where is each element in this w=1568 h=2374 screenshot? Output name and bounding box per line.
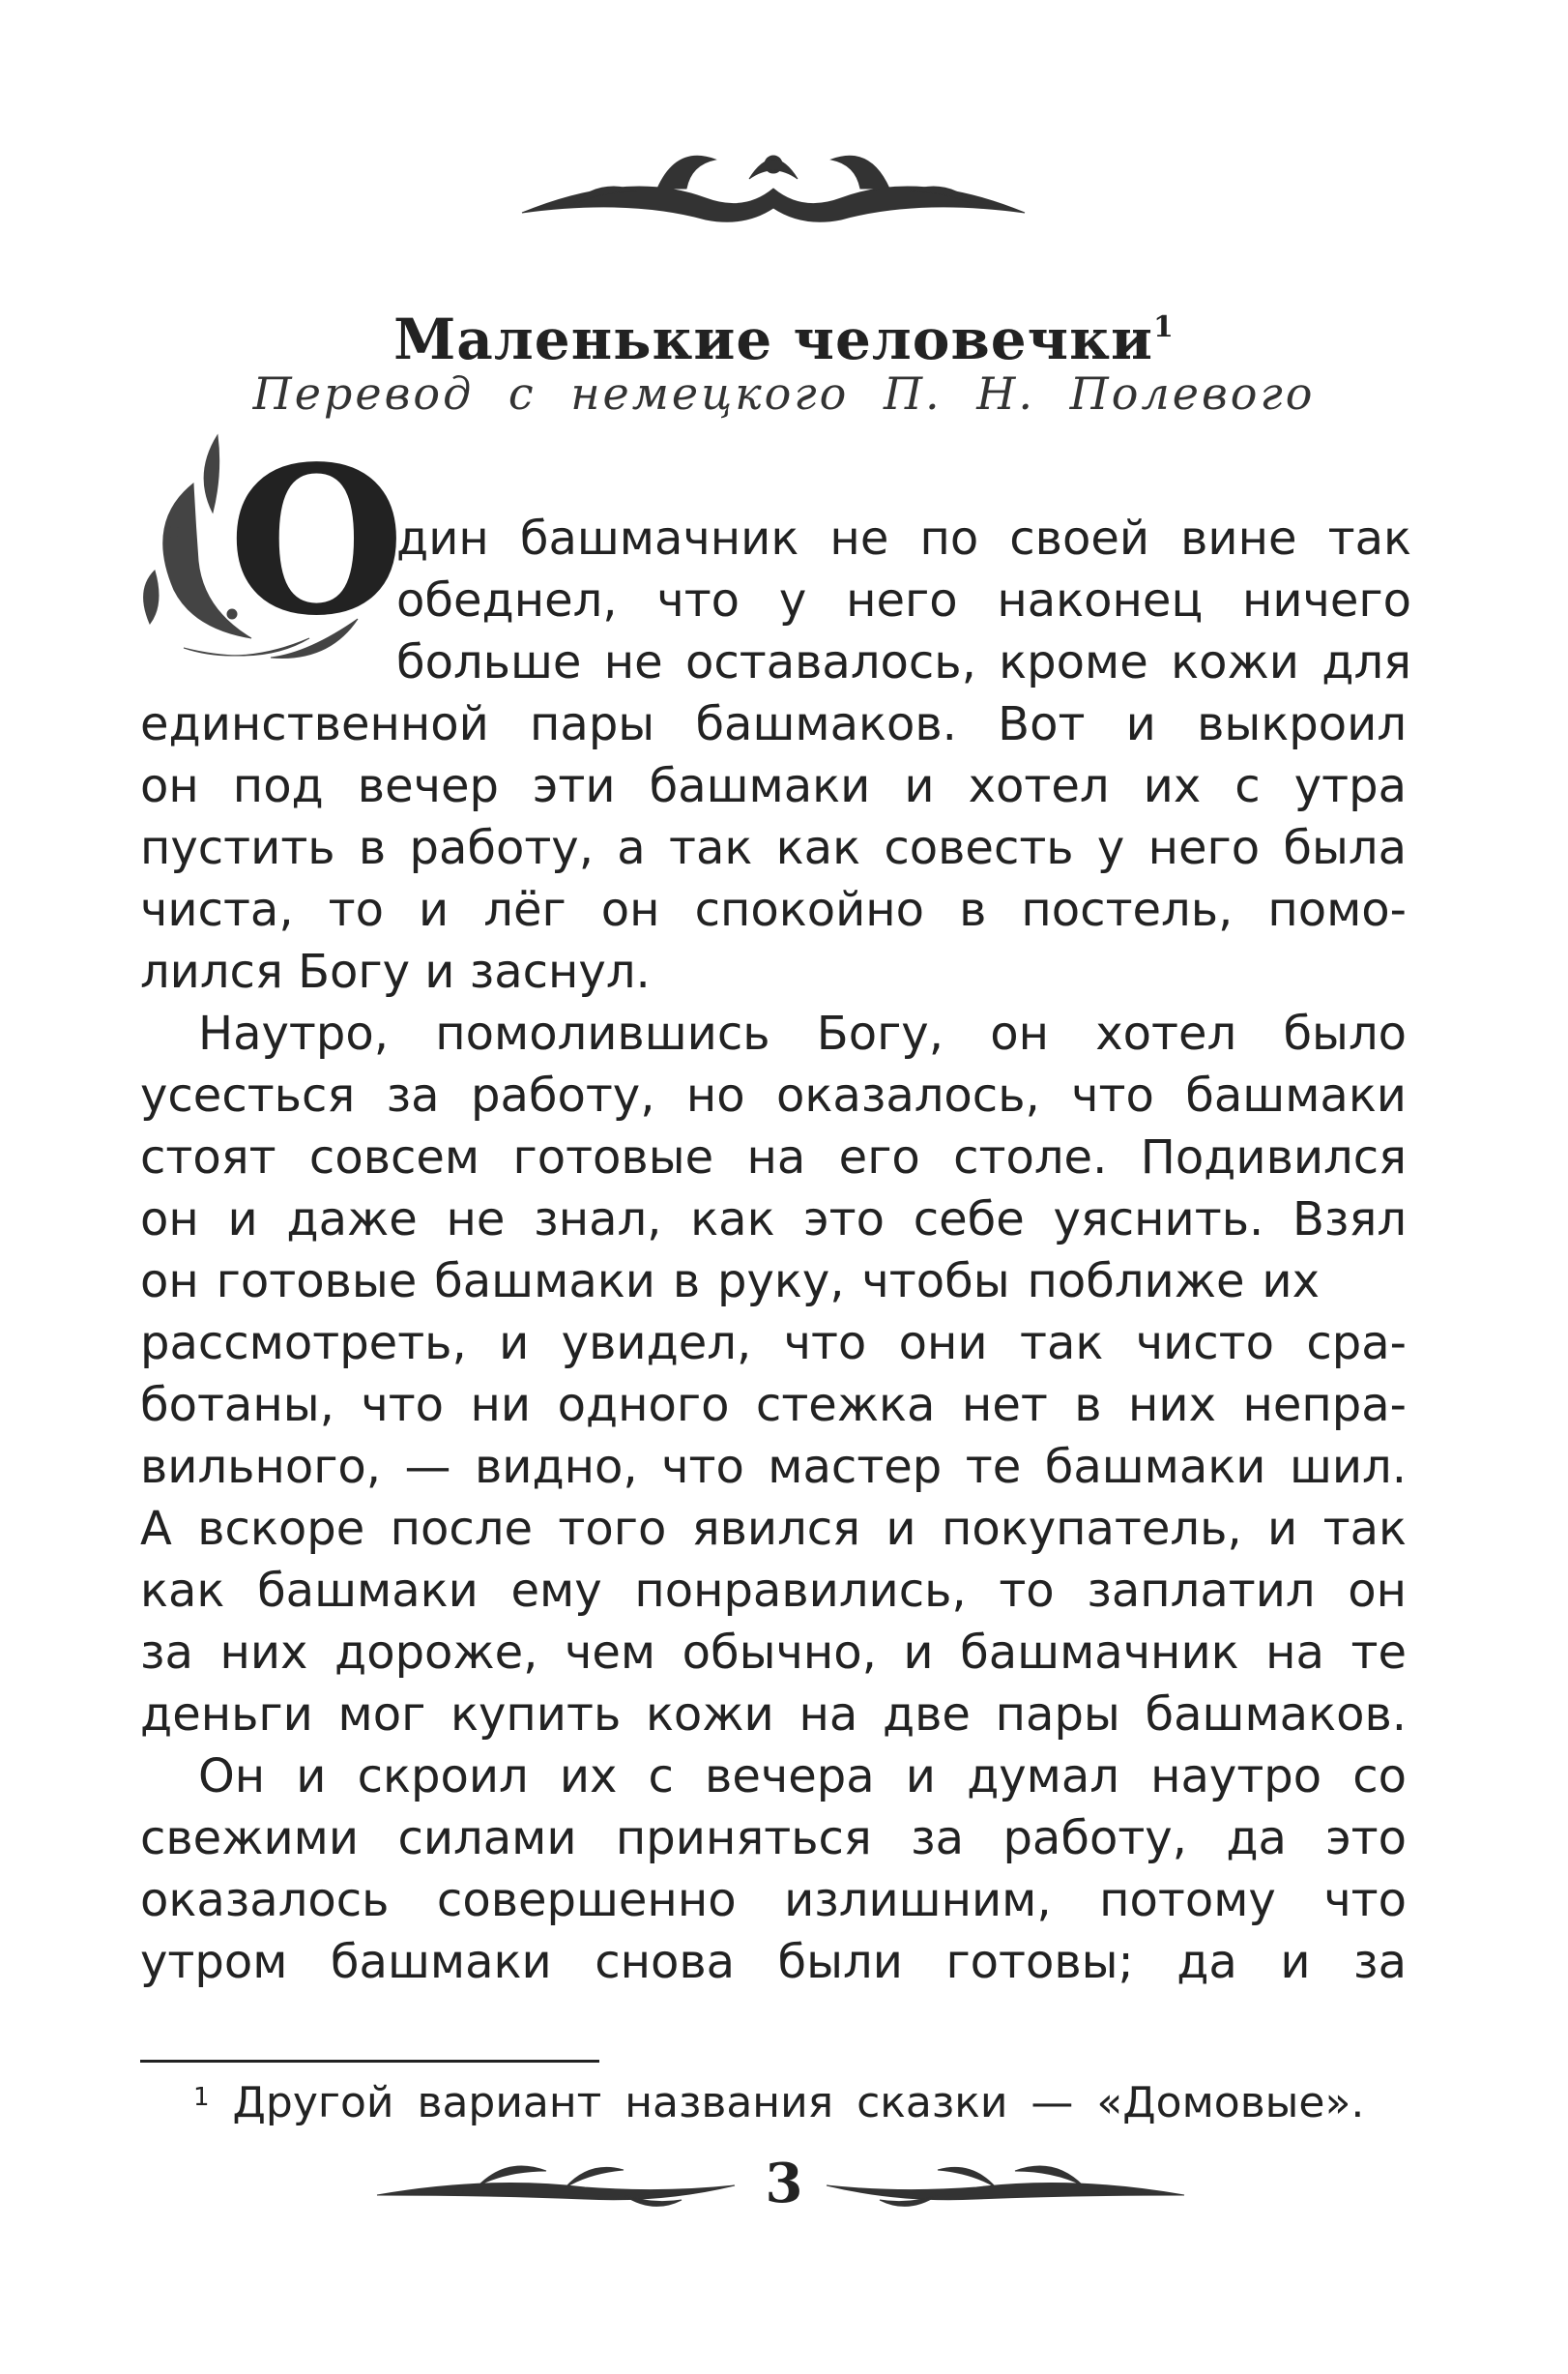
text-line: усесться за работу, но оказалось, что башмаки bbox=[140, 1069, 1407, 1123]
footnote bbox=[193, 2074, 1411, 2132]
text-line: стоят совсем готовые на его столе. Подивился bbox=[140, 1130, 1407, 1185]
drop-cap: О bbox=[228, 422, 405, 660]
text-line: обеднел, что у него наконец ничего bbox=[396, 573, 1411, 628]
bottom-right-ornament-icon bbox=[822, 2156, 1189, 2214]
top-ornament-icon bbox=[512, 131, 1034, 237]
text-line: оказалось совершенно излишним, потому что bbox=[140, 1873, 1407, 1927]
text-line: лился Богу и заснул. bbox=[140, 945, 651, 999]
text-line: А вскоре после того явился и покупатель, и так bbox=[140, 1502, 1407, 1556]
page-number: 3 bbox=[765, 2152, 803, 2215]
text-line: Наутро, помолившись Богу, он хотел было bbox=[198, 1007, 1407, 1061]
text-line: он под вечер эти башмаки и хотел их с утра bbox=[140, 759, 1407, 813]
text-line: вильного, — видно, что мастер те башмаки шил. bbox=[140, 1440, 1407, 1494]
text-line: утром башмаки снова были готовы; да и за bbox=[140, 1935, 1407, 1989]
text-line: единственной пары башмаков. Вот и выкроил bbox=[140, 697, 1407, 751]
text-line: как башмаки ему понравились, то заплатил он bbox=[140, 1564, 1407, 1618]
text-line: за них дороже, чем обычно, и башмачник на те bbox=[140, 1626, 1407, 1680]
text-line: он и даже не знал, как это себе уяснить. Взял bbox=[140, 1192, 1407, 1246]
text-line: пустить в работу, а так как совесть у него была bbox=[140, 821, 1407, 875]
footnote-mark: 1 bbox=[193, 2083, 210, 2112]
footnote-text: Другой вариант названия сказки — «Домовые». bbox=[232, 2078, 1365, 2127]
page-title: Маленькие человечки$^1$ bbox=[393, 306, 1175, 372]
text-line: больше не оставалось, кроме кожи для bbox=[396, 635, 1411, 689]
text-line: чиста, то и лёг он спокойно в постель, помо- bbox=[140, 883, 1407, 937]
text-line: он готовые башмаки в руку, чтобы поближе их bbox=[140, 1254, 1320, 1308]
text-line: дин башмачник не по своей вине так bbox=[396, 512, 1411, 566]
text-line: рассмотреть, и увидел, что они так чисто сра- bbox=[140, 1316, 1407, 1370]
bottom-left-ornament-icon bbox=[372, 2156, 740, 2214]
text-line: ботаны, что ни одного стежка нет в них непра- bbox=[140, 1378, 1407, 1432]
text-line: Он и скроил их с вечера и думал наутро со bbox=[198, 1749, 1407, 1803]
text-line: деньги мог купить кожи на две пары башмаков. bbox=[140, 1687, 1407, 1742]
footnote-divider bbox=[140, 2060, 599, 2063]
subtitle: Перевод с немецкого П. Н. Полевого bbox=[252, 367, 1316, 420]
footnote-reference: 1 bbox=[1153, 309, 1175, 344]
text-line: свежими силами приняться за работу, да это bbox=[140, 1811, 1407, 1865]
